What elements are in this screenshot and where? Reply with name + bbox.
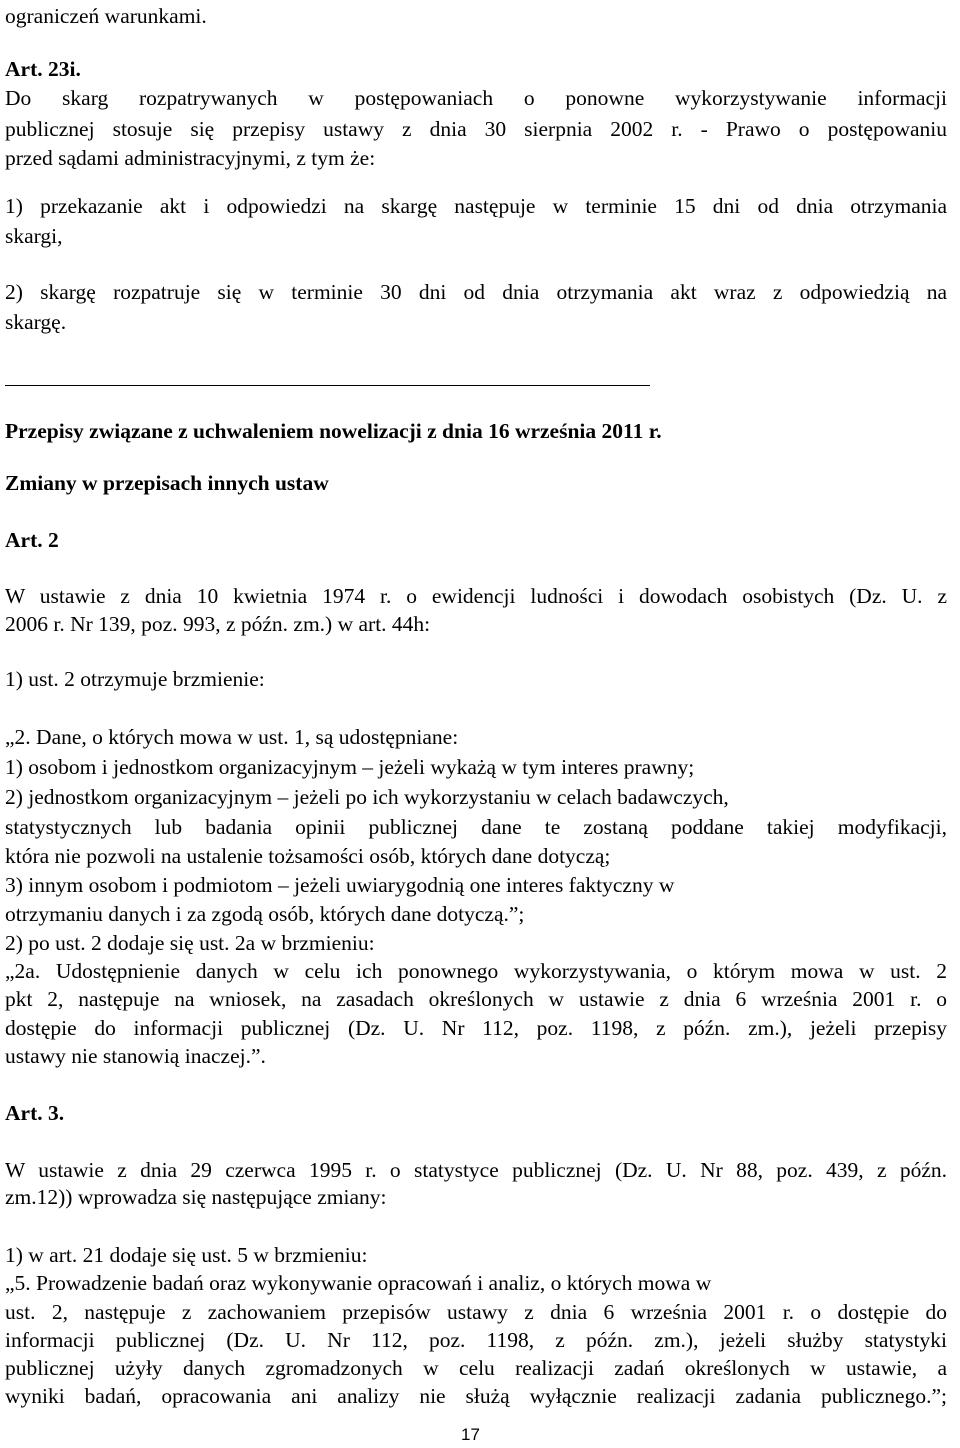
text-line: dostępie do informacji publicznej (Dz. U. Nr 112, poz. 1198, z późn. zm.), jeżeli przepisy — [5, 1016, 947, 1040]
text-line: wyniki badań, opracowania ani analizy nie służą wyłącznie realizacji zadania publicznego.”; — [5, 1384, 947, 1408]
text-line: skargi, — [5, 224, 63, 248]
text-line: zm.12)) wprowadza się następujące zmiany: — [5, 1185, 387, 1209]
text-line: W ustawie z dnia 10 kwietnia 1974 r. o ewidencji ludności i dowodach osobistych (Dz. U. z — [5, 584, 947, 608]
text-line: 1) przekazanie akt i odpowiedzi na skargę następuje w terminie 15 dni od dnia otrzymania — [5, 194, 947, 218]
text-line: informacji publicznej (Dz. U. Nr 112, poz. 1198, z późn. zm.), jeżeli służby statystyki — [5, 1328, 947, 1352]
text-line: otrzymaniu danych i za zgodą osób, których dane dotyczą.”; — [5, 902, 525, 926]
text-line: pkt 2, następuje na wniosek, na zasadach określonych w ustawie z dnia 6 września 2001 r. o — [5, 987, 947, 1011]
text-line: publicznej stosuje się przepisy ustawy z dnia 30 sierpnia 2002 r. - Prawo o postępowaniu — [5, 117, 947, 141]
text-line: 2) jednostkom organizacyjnym – jeżeli po ich wykorzystaniu w celach badawczych, — [5, 785, 729, 809]
text-line: przed sądami administracyjnymi, z tym że: — [5, 146, 376, 170]
section-heading: Przepisy związane z uchwaleniem nowelizacji z dnia 16 września 2011 r. — [5, 419, 662, 443]
text-line: która nie pozwoli na ustalenie tożsamości osób, których dane dotyczą; — [5, 844, 611, 868]
text-line: 1) osobom i jednostkom organizacyjnym – jeżeli wykażą w tym interes prawny; — [5, 755, 695, 779]
text-line: Do skarg rozpatrywanych w postępowaniach o ponowne wykorzystywanie informacji — [5, 86, 947, 110]
text-line: 2006 r. Nr 139, poz. 993, z późn. zm.) w art. 44h: — [5, 612, 431, 636]
article-heading: Art. 2 — [5, 528, 59, 552]
page-number: 17 — [461, 1425, 480, 1444]
text-line: 1) ust. 2 otrzymuje brzmienie: — [5, 667, 265, 691]
separator-rule — [5, 385, 650, 386]
text-line: skargę. — [5, 310, 67, 334]
text-line: 1) w art. 21 dodaje się ust. 5 w brzmieniu: — [5, 1243, 368, 1267]
text-line: „2a. Udostępnienie danych w celu ich ponownego wykorzystywania, o którym mowa w ust. 2 — [5, 959, 947, 983]
article-heading: Art. 23i. — [5, 57, 81, 81]
text-line: 2) skargę rozpatruje się w terminie 30 dni od dnia otrzymania akt wraz z odpowiedzią na — [5, 280, 947, 304]
text-line: ustawy nie stanowią inaczej.”. — [5, 1044, 266, 1068]
text-line: W ustawie z dnia 29 czerwca 1995 r. o statystyce publicznej (Dz. U. Nr 88, poz. 439, z późn. — [5, 1158, 947, 1182]
text-line: 3) innym osobom i podmiotom – jeżeli uwiarygodnią one interes faktyczny w — [5, 873, 675, 897]
text-line: 2) po ust. 2 dodaje się ust. 2a w brzmieniu: — [5, 931, 375, 955]
article-heading: Art. 3. — [5, 1101, 65, 1125]
text-line: ust. 2, następuje z zachowaniem przepisów ustawy z dnia 6 września 2001 r. o dostępie do — [5, 1300, 947, 1324]
text-line: „2. Dane, o których mowa w ust. 1, są udostępniane: — [5, 725, 459, 749]
text-line: ograniczeń warunkami. — [5, 4, 207, 28]
section-heading: Zmiany w przepisach innych ustaw — [5, 471, 329, 495]
text-line: „5. Prowadzenie badań oraz wykonywanie opracowań i analiz, o których mowa w — [5, 1271, 712, 1295]
text-line: publicznej użyły danych zgromadzonych w celu realizacji zadań określonych w ustawie, a — [5, 1356, 947, 1380]
text-line: statystycznych lub badania opinii publicznej dane te zostaną poddane takiej modyfikacji, — [5, 815, 947, 839]
